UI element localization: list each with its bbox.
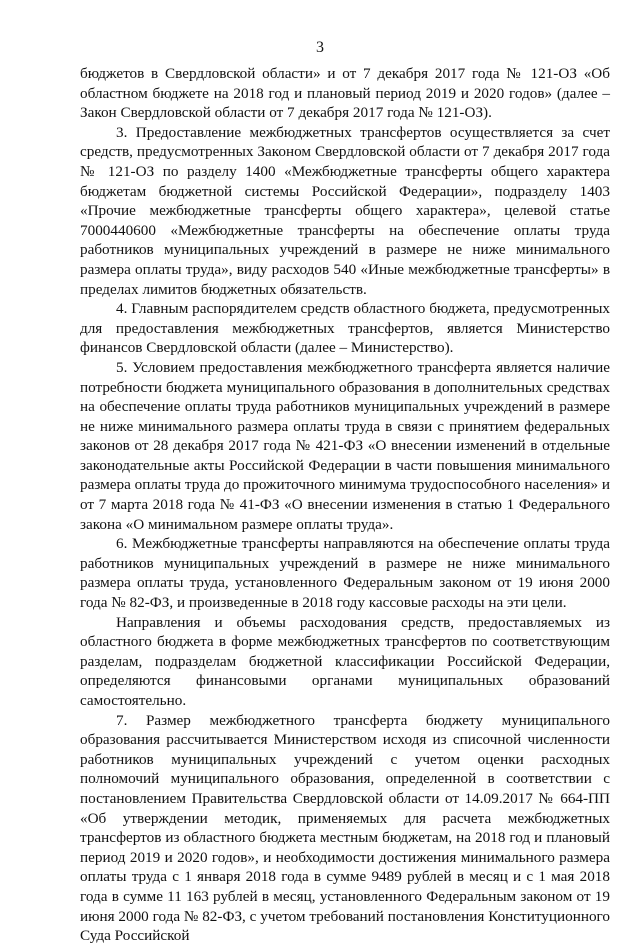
paragraph-5: 5. Условием предоставления межбюджетного трансферта является наличие потребности бюджета муниципального образования в дополнительных средствах на обеспечение оплаты труда работников муниципальных учреждений в размере не ниже минимального размера оплаты труда в связи с принятием федеральных законов от 28 декабря 2017 года № 421-ФЗ «О внесении изменений в отдельные законодательные акты Российской Федерации в части повышения минимального размера оплаты труда до прожиточного минимума трудоспособного населения» и от 7 марта 2018 года № 41-ФЗ «О внесении изменения в статью 1 Федерального закона «О минимальном размере оплаты труда».: [80, 358, 610, 533]
paragraph-4: 4. Главным распорядителем средств областного бюджета, предусмотренных для предоставления межбюджетных трансфертов, является Министерство финансов Свердловской области (далее – Министерство).: [80, 300, 610, 357]
document-body: [80, 64, 610, 946]
paragraph-6-continued: Направления и объемы расходования средств, предоставляемых из областного бюджета в форме межбюджетных трансфертов по соответствующим разделам, подразделам бюджетной классификации Российской Федерации, определяются финансовыми органами муниципальных образований самостоятельно.: [80, 613, 610, 709]
paragraph-6: 6. Межбюджетные трансферты направляются на обеспечение оплаты труда работников муниципальных учреждений в размере не ниже минимального размера оплаты труда, установленного Федеральным законом от 19 июня 2000 года № 82-ФЗ, и произведенные в 2018 году кассовые расходы на эти цели.: [80, 535, 610, 612]
paragraph-3: 3. Предоставление межбюджетных трансфертов осуществляется за счет средств, предусмотренных Законом Свердловской области от 7 декабря 2017 года № 121-ОЗ по разделу 1400 «Межбюджетные трансферты общего характера бюджетам бюджетной системы Российской Федерации», подразделу 1403 «Прочие межбюджетные трансферты общего характера», целевой статье 7000440600 «Межбюджетные трансферты на обеспечение оплаты труда работников муниципальных учреждений в размере не ниже минимального размера оплаты труда», виду расходов 540 «Иные межбюджетные трансферты» в пределах лимитов бюджетных обязательств.: [80, 123, 610, 298]
paragraph-7: 7. Размер межбюджетного трансферта бюджету муниципального образования рассчитывается Министерством исходя из списочной численности работников муниципальных учреждений с учетом оценки расходных полномочий муниципального образования, определенной в соответствии с постановлением Правительства Свердловской области от 14.09.2017 № 664-ПП «Об утверждении методик, применяемых для расчета межбюджетных трансфертов из областного бюджета местным бюджетам, на 2018 год и плановый период 2019 и 2020 годов», и необходимости достижения минимального размера оплаты труда с 1 января 2018 года в сумме 9489 рублей в месяц и с 1 мая 2018 года в сумме 11 163 рублей в месяц, установленного Федеральным законом от 19 июня 2000 года № 82-ФЗ, с учетом требований постановления Конституционного Суда Российской: [80, 711, 610, 945]
page-number: 3: [316, 39, 324, 56]
paragraph-continuation: бюджетов в Свердловской области» и от 7 декабря 2017 года № 121-ОЗ «Об областном бюджете на 2018 год и плановый период 2019 и 2020 годов» (далее – Закон Свердловской области от 7 декабря 2017 года № 121-ОЗ).: [80, 65, 610, 122]
